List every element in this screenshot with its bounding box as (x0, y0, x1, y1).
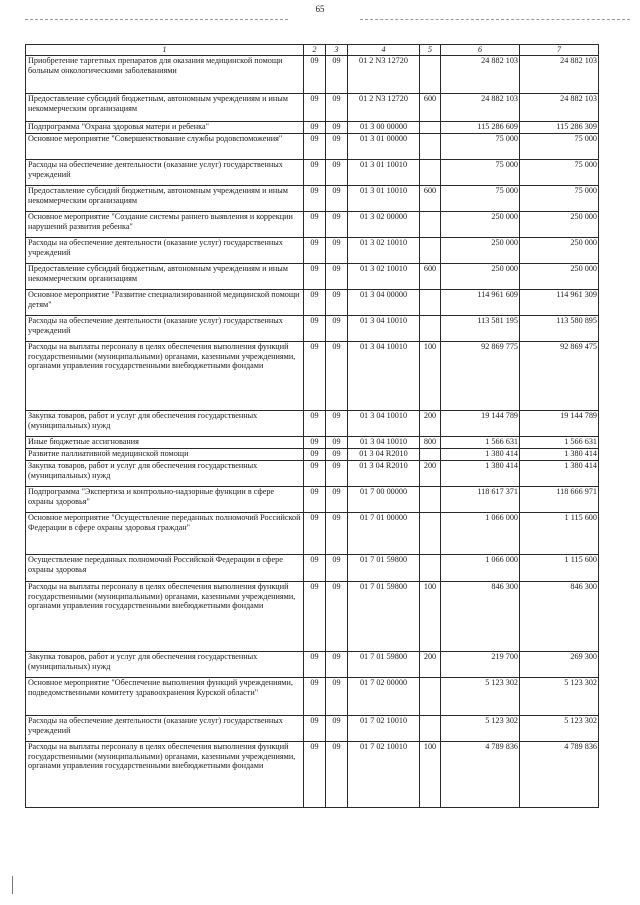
row-section: 09 (304, 487, 326, 513)
row-amount-1: 250 000 (441, 212, 520, 238)
row-amount-2: 269 300 (520, 652, 599, 678)
row-target-code: 01 7 00 00000 (348, 487, 420, 513)
row-expense-type: 100 (420, 342, 441, 411)
row-subsection: 09 (326, 487, 348, 513)
table-header-row (26, 45, 599, 56)
table-row (26, 716, 599, 742)
table-row (26, 555, 599, 582)
row-name: Закупка товаров, работ и услуг для обеспечения государственных (муниципальных) нужд (26, 652, 304, 678)
row-section: 09 (304, 186, 326, 212)
row-name: Предоставление субсидий бюджетным, автономным учреждениям и иным некоммерческим организациям (26, 186, 304, 212)
row-section: 09 (304, 461, 326, 487)
table-row (26, 582, 599, 652)
row-amount-2: 113 580 895 (520, 316, 599, 342)
row-name: Основное мероприятие "Создание системы раннего выявления и коррекции нарушений развития ребенка" (26, 212, 304, 238)
header-col-5: 5 (420, 45, 441, 56)
row-subsection: 09 (326, 186, 348, 212)
row-amount-2: 4 789 836 (520, 742, 599, 808)
row-target-code: 01 7 02 10010 (348, 742, 420, 808)
table-row (26, 134, 599, 160)
row-target-code: 01 3 00 00000 (348, 122, 420, 134)
row-amount-1: 219 700 (441, 652, 520, 678)
row-target-code: 01 3 04 10010 (348, 411, 420, 437)
row-subsection: 09 (326, 238, 348, 264)
row-section: 09 (304, 290, 326, 316)
row-amount-2: 250 000 (520, 264, 599, 290)
row-expense-type (420, 212, 441, 238)
row-section: 09 (304, 94, 326, 122)
table-row (26, 212, 599, 238)
table-row (26, 290, 599, 316)
row-amount-2: 24 882 103 (520, 56, 599, 94)
row-name: Основное мероприятие "Обеспечение выполнения функций учреждениями, подведомственными комитету здравоохранения Курской области" (26, 678, 304, 716)
row-expense-type (420, 290, 441, 316)
header-col-4: 4 (348, 45, 420, 56)
row-expense-type (420, 238, 441, 264)
table-row (26, 487, 599, 513)
table-row (26, 186, 599, 212)
row-amount-1: 4 789 836 (441, 742, 520, 808)
row-subsection: 09 (326, 264, 348, 290)
row-name: Расходы на обеспечение деятельности (оказание услуг) государственных учреждений (26, 716, 304, 742)
row-amount-2: 1 380 414 (520, 449, 599, 461)
row-name: Осуществление переданных полномочий Российской Федерации в сфере охраны здоровья (26, 555, 304, 582)
row-name: Расходы на обеспечение деятельности (оказание услуг) государственных учреждений (26, 160, 304, 186)
row-amount-1: 24 882 103 (441, 56, 520, 94)
row-subsection: 09 (326, 94, 348, 122)
row-target-code: 01 3 01 00000 (348, 134, 420, 160)
table-row (26, 238, 599, 264)
row-section: 09 (304, 449, 326, 461)
table-row (26, 160, 599, 186)
row-name: Предоставление субсидий бюджетным, автономным учреждениям и иным некоммерческим организациям (26, 94, 304, 122)
row-section: 09 (304, 513, 326, 555)
row-name: Предоставление субсидий бюджетным, автономным учреждениям и иным некоммерческим организациям (26, 264, 304, 290)
row-section: 09 (304, 212, 326, 238)
row-section: 09 (304, 316, 326, 342)
row-amount-2: 118 666 971 (520, 487, 599, 513)
row-expense-type (420, 555, 441, 582)
row-subsection: 09 (326, 212, 348, 238)
row-amount-2: 1 115 600 (520, 513, 599, 555)
row-target-code: 01 3 02 00000 (348, 212, 420, 238)
row-target-code: 01 3 04 R2010 (348, 461, 420, 487)
row-expense-type (420, 449, 441, 461)
table-row (26, 678, 599, 716)
row-subsection: 09 (326, 134, 348, 160)
row-name: Основное мероприятие "Совершенствование службы родовспоможения" (26, 134, 304, 160)
row-target-code: 01 2 N3 12720 (348, 56, 420, 94)
row-target-code: 01 7 02 10010 (348, 716, 420, 742)
row-name: Расходы на выплаты персоналу в целях обеспечения выполнения функций государственными (муниципальными) органами, казенными учреждениями, органами управления государственными внебюджетными фондами (26, 742, 304, 808)
row-section: 09 (304, 134, 326, 160)
table-row (26, 122, 599, 134)
row-expense-type (420, 160, 441, 186)
row-section: 09 (304, 716, 326, 742)
table-row (26, 513, 599, 555)
row-amount-1: 75 000 (441, 160, 520, 186)
row-subsection: 09 (326, 342, 348, 411)
row-expense-type (420, 122, 441, 134)
row-target-code: 01 3 04 00000 (348, 290, 420, 316)
scan-edge-mark (12, 876, 19, 894)
header-col-7: 7 (520, 45, 599, 56)
row-section: 09 (304, 437, 326, 449)
row-amount-1: 75 000 (441, 134, 520, 160)
row-name: Расходы на выплаты персоналу в целях обеспечения выполнения функций государственными (муниципальными) органами, казенными учреждениями, органами управления государственными внебюджетными фондами (26, 582, 304, 652)
row-subsection: 09 (326, 461, 348, 487)
table-row (26, 94, 599, 122)
row-amount-1: 92 869 775 (441, 342, 520, 411)
row-subsection: 09 (326, 582, 348, 652)
scan-edge-line-left (25, 19, 288, 20)
page-number: 65 (315, 4, 325, 14)
table-row (26, 411, 599, 437)
row-expense-type (420, 56, 441, 94)
row-expense-type: 600 (420, 264, 441, 290)
row-amount-1: 75 000 (441, 186, 520, 212)
row-amount-2: 75 000 (520, 134, 599, 160)
row-subsection: 09 (326, 290, 348, 316)
row-expense-type: 200 (420, 461, 441, 487)
row-subsection: 09 (326, 56, 348, 94)
row-subsection: 09 (326, 122, 348, 134)
row-target-code: 01 3 04 10010 (348, 342, 420, 411)
row-amount-1: 19 144 789 (441, 411, 520, 437)
row-amount-2: 250 000 (520, 212, 599, 238)
table-row (26, 437, 599, 449)
table-row (26, 742, 599, 808)
row-subsection: 09 (326, 555, 348, 582)
row-name: Подпрограмма "Экспертиза и контрольно-надзорные функции в сфере охраны здоровья" (26, 487, 304, 513)
row-section: 09 (304, 342, 326, 411)
row-subsection: 09 (326, 437, 348, 449)
row-amount-2: 5 123 302 (520, 678, 599, 716)
row-amount-2: 846 300 (520, 582, 599, 652)
header-col-2: 2 (304, 45, 326, 56)
row-target-code: 01 3 02 10010 (348, 264, 420, 290)
row-amount-1: 1 566 631 (441, 437, 520, 449)
row-expense-type: 800 (420, 437, 441, 449)
row-amount-2: 1 566 631 (520, 437, 599, 449)
row-expense-type: 100 (420, 742, 441, 808)
row-amount-2: 5 123 302 (520, 716, 599, 742)
row-target-code: 01 3 01 10010 (348, 160, 420, 186)
row-amount-1: 1 380 414 (441, 461, 520, 487)
table-row (26, 342, 599, 411)
row-amount-2: 1 115 600 (520, 555, 599, 582)
row-target-code: 01 7 01 59800 (348, 555, 420, 582)
row-target-code: 01 3 04 10010 (348, 316, 420, 342)
row-amount-2: 250 000 (520, 238, 599, 264)
budget-table (25, 44, 599, 808)
row-name: Расходы на обеспечение деятельности (оказание услуг) государственных учреждений (26, 316, 304, 342)
scan-edge-line-right (360, 19, 630, 20)
table-row (26, 56, 599, 94)
row-target-code: 01 3 02 10010 (348, 238, 420, 264)
row-name: Расходы на обеспечение деятельности (оказание услуг) государственных учреждений (26, 238, 304, 264)
row-section: 09 (304, 160, 326, 186)
row-amount-2: 1 380 414 (520, 461, 599, 487)
row-subsection: 09 (326, 160, 348, 186)
row-amount-1: 1 380 414 (441, 449, 520, 461)
row-target-code: 01 7 02 00000 (348, 678, 420, 716)
row-section: 09 (304, 678, 326, 716)
row-subsection: 09 (326, 652, 348, 678)
row-name: Подпрограмма "Охрана здоровья матери и ребенка" (26, 122, 304, 134)
row-amount-1: 250 000 (441, 264, 520, 290)
row-amount-2: 92 869 475 (520, 342, 599, 411)
header-col-1: 1 (26, 45, 304, 56)
row-amount-1: 115 286 609 (441, 122, 520, 134)
table-row (26, 316, 599, 342)
table-row (26, 449, 599, 461)
row-name: Развитие паллиативной медицинской помощи (26, 449, 304, 461)
row-section: 09 (304, 411, 326, 437)
row-amount-1: 5 123 302 (441, 716, 520, 742)
row-section: 09 (304, 122, 326, 134)
row-subsection: 09 (326, 411, 348, 437)
row-name: Закупка товаров, работ и услуг для обеспечения государственных (муниципальных) нужд (26, 411, 304, 437)
header-col-6: 6 (441, 45, 520, 56)
row-section: 09 (304, 582, 326, 652)
table-row (26, 652, 599, 678)
row-target-code: 01 7 01 00000 (348, 513, 420, 555)
row-amount-1: 114 961 609 (441, 290, 520, 316)
row-section: 09 (304, 238, 326, 264)
row-amount-2: 75 000 (520, 160, 599, 186)
row-amount-1: 118 617 371 (441, 487, 520, 513)
row-expense-type (420, 134, 441, 160)
row-subsection: 09 (326, 316, 348, 342)
row-section: 09 (304, 555, 326, 582)
row-expense-type: 200 (420, 411, 441, 437)
row-target-code: 01 7 01 59800 (348, 652, 420, 678)
row-expense-type (420, 678, 441, 716)
row-subsection: 09 (326, 513, 348, 555)
row-name: Расходы на выплаты персоналу в целях обеспечения выполнения функций государственными (муниципальными) органами, казенными учреждениями, органами управления государственными внебюджетными фондами (26, 342, 304, 411)
row-amount-1: 24 882 103 (441, 94, 520, 122)
row-name: Закупка товаров, работ и услуг для обеспечения государственных (муниципальных) нужд (26, 461, 304, 487)
row-name: Основное мероприятие "Осуществление переданных полномочий Российской Федерации в сфере охраны здоровья граждан" (26, 513, 304, 555)
row-expense-type: 200 (420, 652, 441, 678)
row-subsection: 09 (326, 742, 348, 808)
row-amount-1: 1 066 000 (441, 555, 520, 582)
row-name: Иные бюджетные ассигнования (26, 437, 304, 449)
row-target-code: 01 3 01 10010 (348, 186, 420, 212)
row-amount-1: 250 000 (441, 238, 520, 264)
row-section: 09 (304, 264, 326, 290)
row-expense-type (420, 316, 441, 342)
row-expense-type: 600 (420, 186, 441, 212)
row-target-code: 01 3 04 10010 (348, 437, 420, 449)
row-amount-2: 114 961 309 (520, 290, 599, 316)
row-name: Приобретение таргетных препаратов для оказания медицинской помощи больным онкологическими заболеваниями (26, 56, 304, 94)
row-expense-type: 100 (420, 582, 441, 652)
row-target-code: 01 2 N3 12720 (348, 94, 420, 122)
row-subsection: 09 (326, 678, 348, 716)
table-row (26, 264, 599, 290)
header-col-3: 3 (326, 45, 348, 56)
row-expense-type: 600 (420, 94, 441, 122)
row-subsection: 09 (326, 449, 348, 461)
row-amount-2: 19 144 789 (520, 411, 599, 437)
row-amount-2: 24 882 103 (520, 94, 599, 122)
row-expense-type (420, 716, 441, 742)
row-expense-type (420, 487, 441, 513)
row-amount-1: 1 066 000 (441, 513, 520, 555)
row-subsection: 09 (326, 716, 348, 742)
row-amount-1: 5 123 302 (441, 678, 520, 716)
row-expense-type (420, 513, 441, 555)
row-target-code: 01 7 01 59800 (348, 582, 420, 652)
row-amount-1: 113 581 195 (441, 316, 520, 342)
row-target-code: 01 3 04 R2010 (348, 449, 420, 461)
row-amount-1: 846 300 (441, 582, 520, 652)
row-name: Основное мероприятие "Развитие специализированной медицинской помощи детям" (26, 290, 304, 316)
row-section: 09 (304, 56, 326, 94)
row-amount-2: 75 000 (520, 186, 599, 212)
row-amount-2: 115 286 309 (520, 122, 599, 134)
row-section: 09 (304, 652, 326, 678)
row-section: 09 (304, 742, 326, 808)
table-row (26, 461, 599, 487)
